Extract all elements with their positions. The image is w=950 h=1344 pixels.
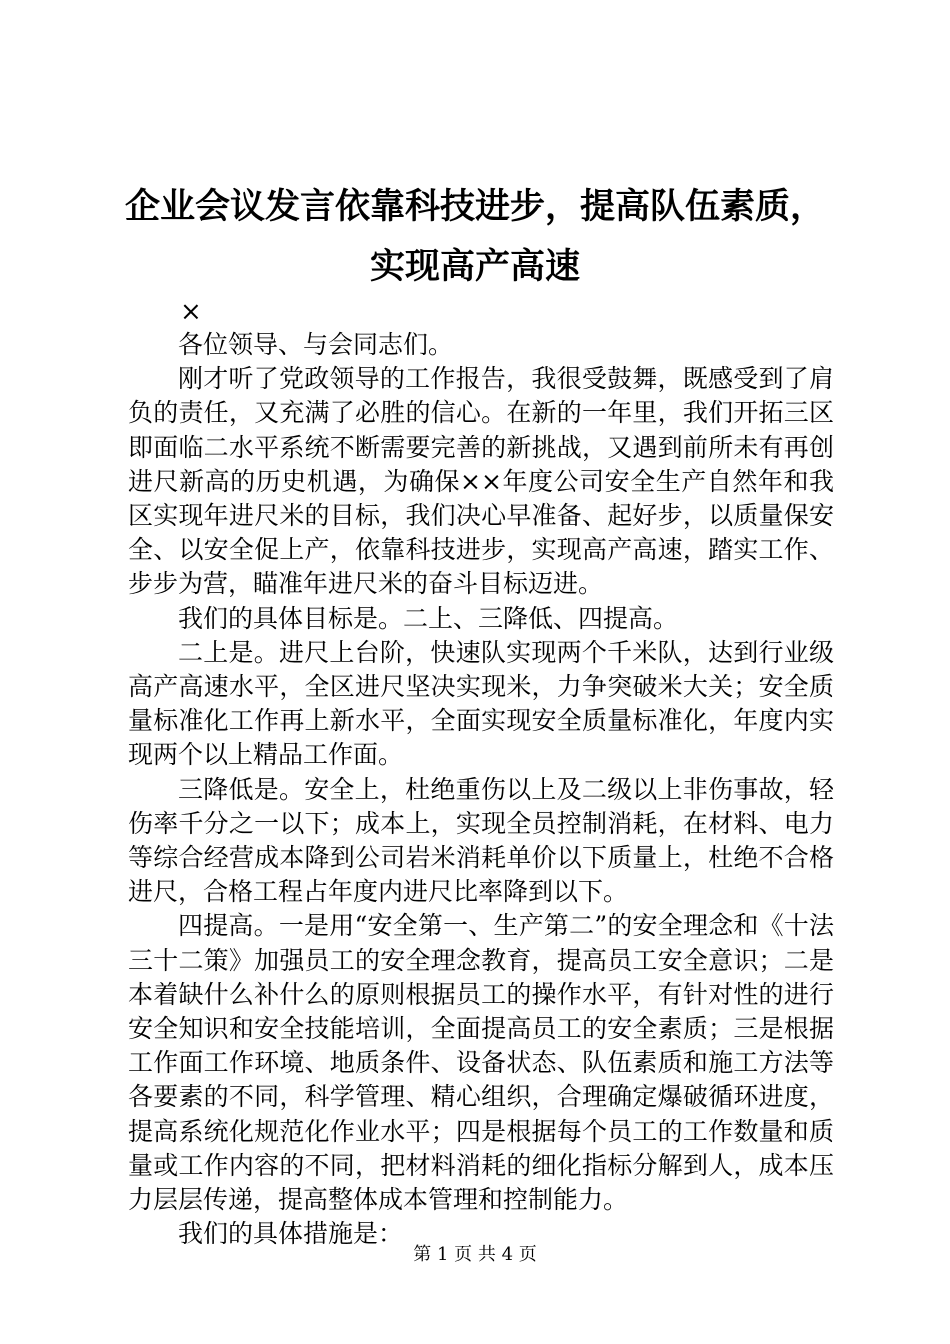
document-body bbox=[128, 328, 834, 1251]
paragraph-intro: 刚才听了党政领导的工作报告，我很受鼓舞，既感受到了肩负的责任，又充满了必胜的信心。在新的一年里，我们开拓三区即面临二水平系统不断需要完善的新挑战，又遇到前所未有再创进尺新高的历史机遇，为确保××年度公司安全生产自然年和我区实现年进尺米的目标，我们决心早准备、起好步，以质量保安全、以安全促上产，依靠科技进步，实现高产高速，踏实工作、步步为营，瞄准年进尺米的奋斗目标迈进。 bbox=[128, 364, 834, 599]
placeholder-mark: × bbox=[180, 297, 202, 327]
paragraph-three-down: 三降低是。安全上，杜绝重伤以上及二级以上非伤事故，轻伤率千分之一以下；成本上，实现全员控制消耗，在材料、电力等综合经营成本降到公司岩米消耗单价以下质量上，杜绝不合格进尺，合格工程占年度内进尺比率降到以下。 bbox=[128, 774, 834, 907]
paragraph-greeting: 各位领导、与会同志们。 bbox=[178, 330, 454, 359]
paragraph-two-up: 二上是。进尺上台阶，快速队实现两个千米队，达到行业级高产高速水平，全区进尺坚决实现米，力争突破米大关；安全质量标准化工作再上新水平，全面实现安全质量标准化，年度内实现两个以上精品工作面。 bbox=[128, 637, 834, 770]
page-footer: 第 1 页 共 4 页 bbox=[413, 1244, 537, 1265]
document-title-line-1: 企业会议发言依靠科技进步，提高队伍素质， bbox=[124, 186, 825, 227]
paragraph-goals: 我们的具体目标是。二上、三降低、四提高。 bbox=[178, 603, 679, 633]
paragraph-four-improve: 四提高。一是用“安全第一、生产第二”的安全理念和《十法三十二策》加强员工的安全理念教育，提高员工安全意识；二是本着缺什么补什么的原则根据员工的操作水平，有针对性的进行安全知识和安全技能培训，全面提高员工的安全素质；三是根据工作面工作环境、地质条件、设备状态、队伍素质和施工方法等各要素的不同，科学管理、精心组织，合理确定爆破循环进度，提高系统化规范化作业水平；四是根据每个员工的工作数量和质量或工作内容的不同，把材料消耗的细化指标分解到人，成本压力层层传递，提高整体成本管理和控制能力。 bbox=[128, 911, 834, 1215]
paragraph-measures: 我们的具体措施是： bbox=[178, 1219, 404, 1249]
document-title-line-2: 实现高产高速 bbox=[369, 246, 580, 287]
